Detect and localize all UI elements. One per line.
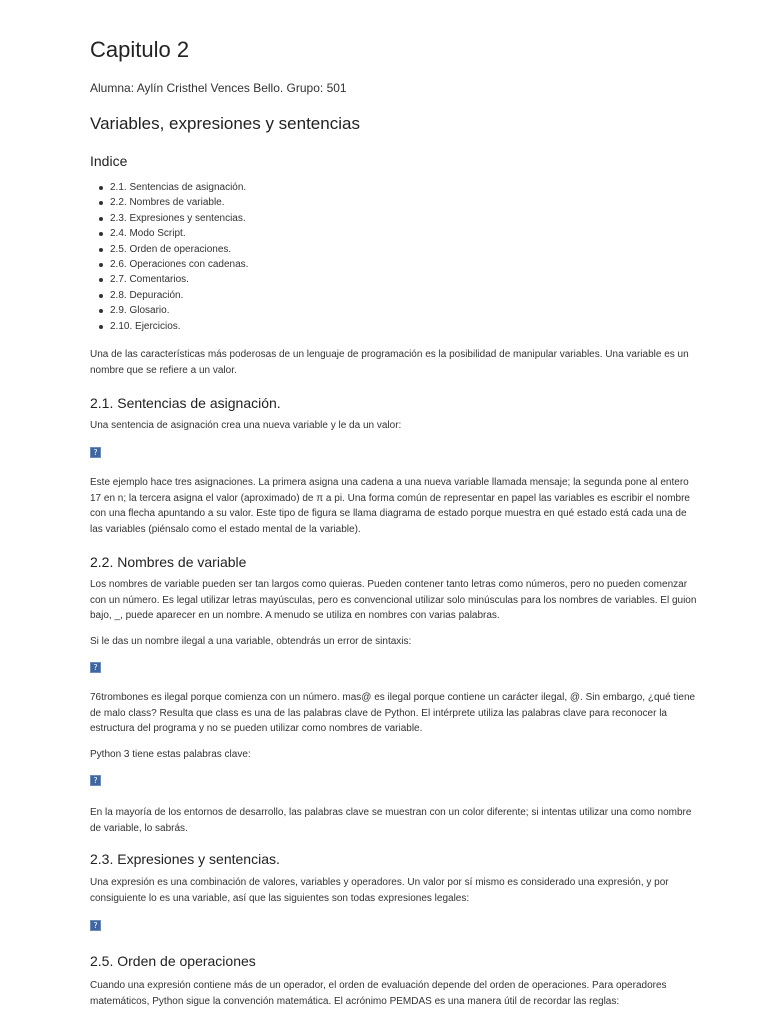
text-line: Los nombres de variable pueden ser tan largos como quieras. Pueden contener tanto letras como números, pero no pueden comenzar	[90, 579, 688, 590]
text-line: Este ejemplo hace tres asignaciones. La primera asigna una cadena a una nueva variable llamada mensaje; la segunda pone al entero	[90, 477, 689, 488]
index-item[interactable]: 2.2. Nombres de variable.	[90, 195, 724, 210]
paragraph-2-2-e	[90, 805, 724, 836]
index-item[interactable]: 2.8. Depuración.	[90, 288, 724, 303]
index-item[interactable]: 2.1. Sentencias de asignación.	[90, 180, 724, 195]
heading-2-5: 2.5. Orden de operaciones	[90, 953, 256, 969]
index-item[interactable]: 2.4. Modo Script.	[90, 226, 724, 241]
index-list	[90, 180, 724, 334]
text-line: bajo, _, puede aparecer en un nombre. A menudo se utiliza en nombres con varias palabras.	[90, 610, 500, 621]
text-line: las variables (piénsalo como el estado mental de la variable).	[90, 523, 361, 535]
paragraph-2-1-b	[90, 475, 724, 537]
index-item[interactable]: 2.9. Glosario.	[90, 303, 724, 318]
text-line: consiguiente lo es una variable, así que las siguientes son todas expresiones legales:	[90, 892, 470, 904]
index-title: Indice	[90, 153, 128, 169]
text-line: Una de las características más poderosas de un lenguaje de programación es la posibilidad de manipular variables. Una variable es un	[90, 349, 689, 360]
text-line: de malo class? Resulta que class es una de las palabras clave de Python. El intérprete utiliza las palabras clave para reconocer la	[90, 707, 667, 719]
text-line: Una expresión es una combinación de valores, variables y operadores. Un valor por sí mismo es considerado una expresión, y por	[90, 877, 669, 888]
index-item[interactable]: 2.10. Ejercicios.	[90, 319, 724, 334]
section-title: Variables, expresiones y sentencias	[90, 114, 360, 133]
paragraph-2-3-a	[90, 875, 724, 906]
text-line: con una flecha apuntando a su valor. Este tipo de figura se llama diagrama de estado porque muestra en qué estado está cada una de	[90, 508, 687, 519]
text-line: Cuando una expresión contiene más de un operador, el orden de evaluación depende del orden de operaciones. Para operadores	[90, 980, 667, 991]
intro-paragraph	[90, 347, 724, 378]
text-line: estructura del programa y no se pueden utilizar como nombres de variable.	[90, 723, 423, 734]
text-line: de variable, lo sabrás.	[90, 822, 188, 834]
heading-2-2: 2.2. Nombres de variable	[90, 554, 247, 570]
text-line: 76trombones es ilegal porque comienza con un número. mas@ es ilegal porque contiene un carácter ilegal, @. Sin embargo, ¿qué tiene	[90, 692, 696, 703]
broken-image-icon: ?	[90, 662, 101, 673]
broken-image-icon: ?	[90, 775, 101, 786]
student-line: Alumna: Aylín Cristhel Vences Bello. Grupo: 501	[90, 81, 347, 95]
broken-image-icon: ?	[90, 447, 101, 458]
page-title: Capitulo 2	[90, 37, 190, 62]
heading-2-3: 2.3. Expresiones y sentencias.	[90, 851, 280, 867]
paragraph-2-1-a: Una sentencia de asignación crea una nueva variable y le da un valor:	[90, 420, 402, 431]
paragraph-2-2-b: Si le das un nombre ilegal a una variable, obtendrás un error de sintaxis:	[90, 636, 412, 647]
broken-image-icon: ?	[90, 920, 101, 931]
index-item[interactable]: 2.5. Orden de operaciones.	[90, 242, 724, 257]
text-line: matemáticos, Python sigue la convención matemática. El acrónimo PEMDAS es una manera útil de recordar las reglas:	[90, 995, 620, 1007]
text-line: En la mayoría de los entornos de desarrollo, las palabras clave se muestran con un color diferente; si intentas utilizar una como nombre	[90, 807, 692, 818]
index-item[interactable]: 2.3. Expresiones y sentencias.	[90, 211, 724, 226]
text-line: 17 en n; la tercera asigna el valor (aproximado) de π a pi. Una forma común de representar en papel las variables es escribir el nombre	[90, 492, 690, 504]
index-item[interactable]: 2.6. Operaciones con cadenas.	[90, 257, 724, 272]
heading-2-1: 2.1. Sentencias de asignación.	[90, 395, 281, 411]
text-line: nombre que se refiere a un valor.	[90, 364, 237, 376]
paragraph-2-2-d: Python 3 tiene estas palabras clave:	[90, 749, 251, 760]
paragraph-2-2-a	[90, 577, 724, 624]
index-item[interactable]: 2.7. Comentarios.	[90, 272, 724, 287]
paragraph-2-5-a	[90, 978, 724, 1009]
text-line: con un número. Es legal utilizar letras mayúsculas, pero es convencional utilizar solo minúsculas para los nombres de variables. El guion	[90, 594, 697, 606]
paragraph-2-2-c	[90, 690, 724, 737]
